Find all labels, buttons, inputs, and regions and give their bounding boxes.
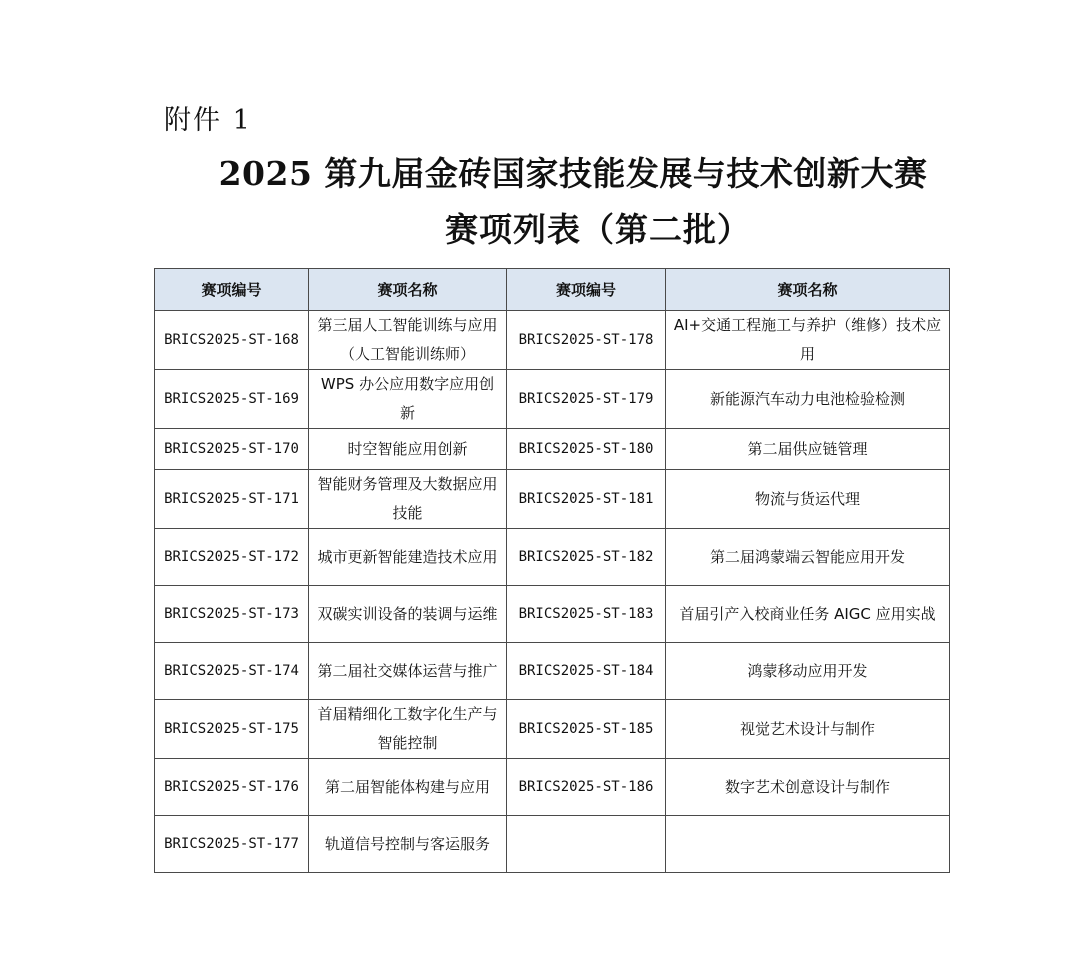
- table-row: [155, 643, 950, 700]
- header-event-name: 赛项名称: [309, 269, 507, 311]
- table-row: [155, 586, 950, 643]
- event-name-cell: 首届引产入校商业任务 AIGC 应用实战: [666, 586, 950, 643]
- event-code-cell: BRICS2025-ST-169: [155, 370, 309, 429]
- event-name-cell: 第二届智能体构建与应用: [309, 759, 507, 816]
- event-name-cell: 第二届供应链管理: [666, 429, 950, 470]
- event-code-cell: BRICS2025-ST-184: [507, 643, 666, 700]
- event-name-cell: 视觉艺术设计与制作: [666, 700, 950, 759]
- attachment-label: 附件 1: [164, 105, 252, 136]
- document-subtitle: 赛项列表（第二批）: [445, 210, 751, 249]
- event-code-cell: BRICS2025-ST-174: [155, 643, 309, 700]
- event-name-cell: 数字艺术创意设计与制作: [666, 759, 950, 816]
- table-row: [155, 700, 950, 759]
- table-row: [155, 529, 950, 586]
- event-code-cell: BRICS2025-ST-173: [155, 586, 309, 643]
- event-name-cell: 鸿蒙移动应用开发: [666, 643, 950, 700]
- event-name-cell: 第二届鸿蒙端云智能应用开发: [666, 529, 950, 586]
- event-code-cell: BRICS2025-ST-170: [155, 429, 309, 470]
- event-code-cell: BRICS2025-ST-186: [507, 759, 666, 816]
- event-code-cell: BRICS2025-ST-168: [155, 311, 309, 370]
- event-name-cell: 双碳实训设备的装调与运维: [309, 586, 507, 643]
- event-name-cell: 首届精细化工数字化生产与智能控制: [309, 700, 507, 759]
- event-code-cell: BRICS2025-ST-172: [155, 529, 309, 586]
- table-row: [155, 816, 950, 873]
- event-name-cell: 轨道信号控制与客运服务: [309, 816, 507, 873]
- table-row: [155, 759, 950, 816]
- event-name-cell: 城市更新智能建造技术应用: [309, 529, 507, 586]
- table-row: [155, 370, 950, 429]
- event-code-cell: BRICS2025-ST-178: [507, 311, 666, 370]
- event-name-cell: WPS 办公应用数字应用创新: [309, 370, 507, 429]
- table-row: [155, 470, 950, 529]
- event-name-cell: 物流与货运代理: [666, 470, 950, 529]
- event-name-cell: 智能财务管理及大数据应用技能: [309, 470, 507, 529]
- event-name-cell: 新能源汽车动力电池检验检测: [666, 370, 950, 429]
- header-event-name-2: 赛项名称: [666, 269, 950, 311]
- event-name-cell: 第二届社交媒体运营与推广: [309, 643, 507, 700]
- table-row: [155, 429, 950, 470]
- header-event-code: 赛项编号: [155, 269, 309, 311]
- event-name-cell: 时空智能应用创新: [309, 429, 507, 470]
- document-title: 2025 第九届金砖国家技能发展与技术创新大赛: [218, 154, 928, 193]
- event-list-table: [154, 268, 950, 873]
- event-code-cell: BRICS2025-ST-179: [507, 370, 666, 429]
- event-code-cell: [507, 816, 666, 873]
- event-name-cell: 第三届人工智能训练与应用（人工智能训练师）: [309, 311, 507, 370]
- event-name-cell: AI+交通工程施工与养护（维修）技术应用: [666, 311, 950, 370]
- event-code-cell: BRICS2025-ST-183: [507, 586, 666, 643]
- event-code-cell: BRICS2025-ST-181: [507, 470, 666, 529]
- event-code-cell: BRICS2025-ST-176: [155, 759, 309, 816]
- event-code-cell: BRICS2025-ST-175: [155, 700, 309, 759]
- event-code-cell: BRICS2025-ST-185: [507, 700, 666, 759]
- table-header-row: [155, 269, 950, 311]
- header-event-code-2: 赛项编号: [507, 269, 666, 311]
- event-code-cell: BRICS2025-ST-171: [155, 470, 309, 529]
- event-name-cell: [666, 816, 950, 873]
- event-code-cell: BRICS2025-ST-177: [155, 816, 309, 873]
- table-row: [155, 311, 950, 370]
- event-code-cell: BRICS2025-ST-182: [507, 529, 666, 586]
- event-code-cell: BRICS2025-ST-180: [507, 429, 666, 470]
